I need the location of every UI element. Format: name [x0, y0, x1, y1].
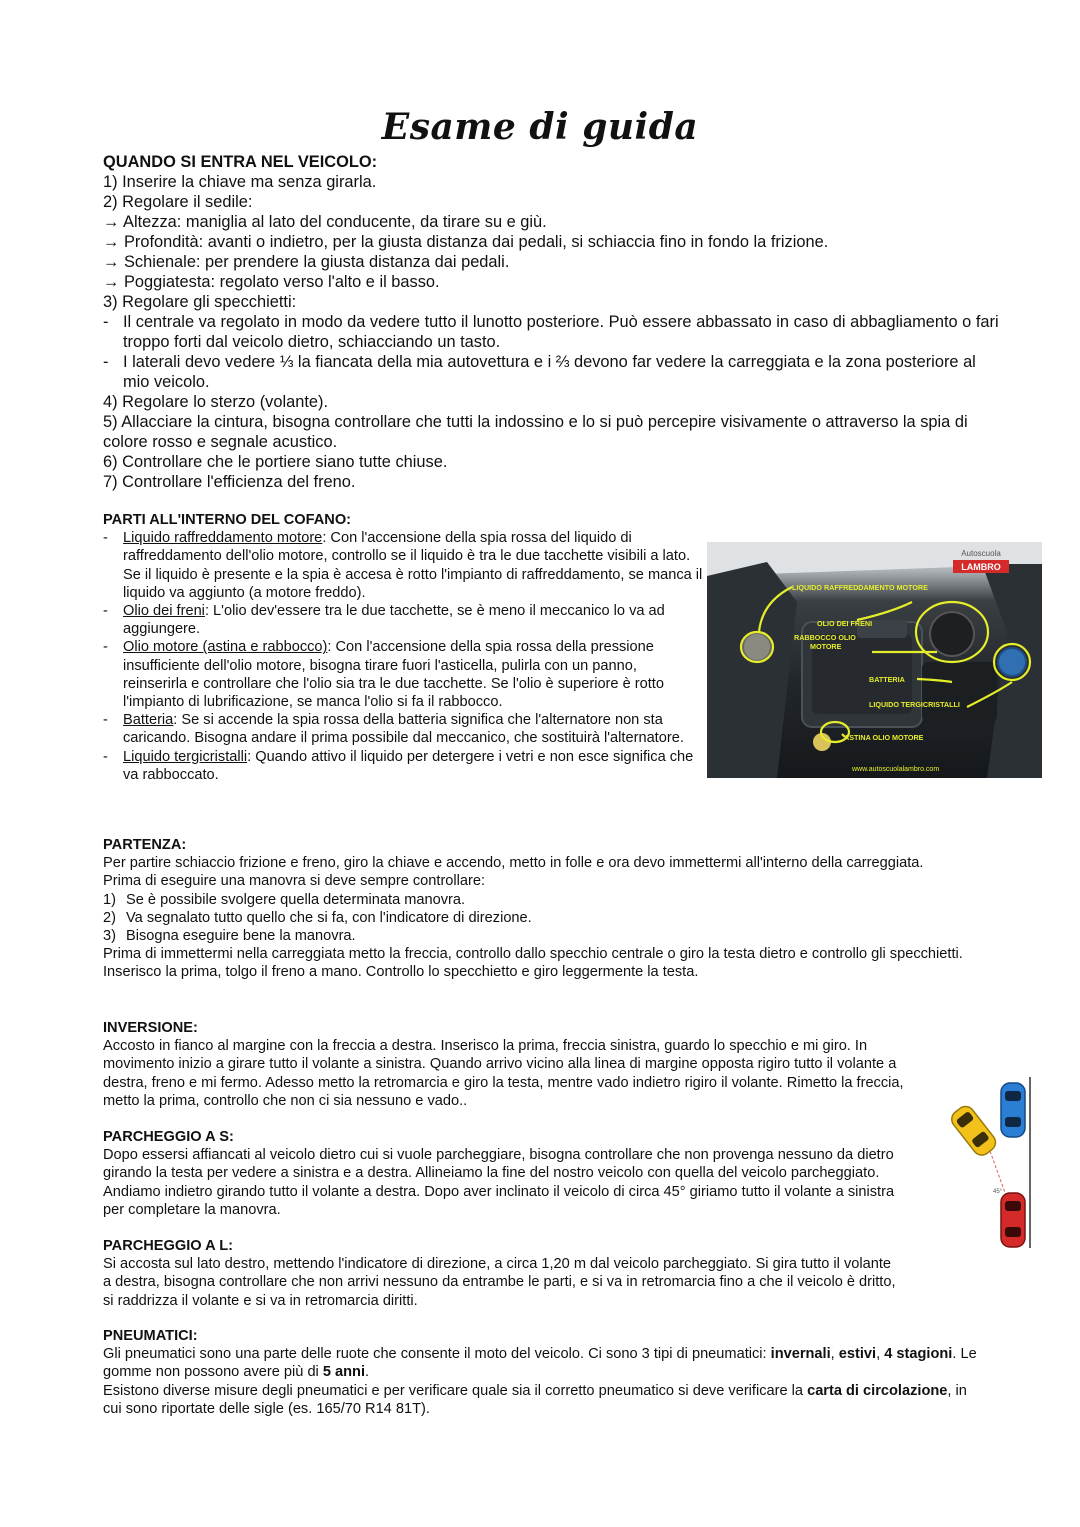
- term: Liquido tergicristalli: [123, 748, 248, 765]
- term: Olio dei freni: [123, 603, 205, 620]
- term-text: : Quando attivo il liquido per detergere i vetri e non esce significa che va rabboccato.: [123, 748, 694, 783]
- term-text: : L'olio dev'essere tra le due tacchette, se è meno il meccanico lo va ad aggiungere.: [123, 603, 665, 638]
- list-item: 2) Regolare il sedile:: [103, 193, 253, 211]
- list-item: → Poggiatesta: regolato verso l'alto e il basso.: [103, 273, 440, 291]
- paragraph: Accosto in fianco al margine con la freccia a destra. Inserisco la prima, freccia sinistra, guardo lo specchio e mi giro. In movimento inizio a girare tutto il volante a sinistra. Quando arrivo vicino alla linea di margine opposta rigiro tutto il volante a destra, freno e mi fermo. Adesso metto la retromarcia e giro la testa, mentre vado indietro rigiro il volante. Rimetto la freccia, metto la prima, controllo che non ci sia nessuno e vado..: [103, 1038, 904, 1109]
- engine-label-battery: BATTERIA: [869, 675, 905, 684]
- section-departure: [103, 836, 983, 982]
- numbered-item: [103, 891, 983, 909]
- engine-label-oil-refill-2: MOTORE: [810, 642, 842, 651]
- dash-item: [103, 638, 703, 711]
- section-heading: PARTI ALL'INTERNO DEL COFANO:: [103, 512, 352, 528]
- engine-label-coolant: LIQUIDO RAFFREDDAMENTO MOTORE: [792, 583, 928, 592]
- item-text: Bisogna eseguire bene la manovra.: [126, 928, 356, 945]
- section-inversion: [103, 1019, 923, 1110]
- engine-label-dipstick: ASTINA OLIO MOTORE: [844, 733, 924, 742]
- section-heading: PARTENZA:: [103, 837, 187, 853]
- bold-term: invernali: [770, 1346, 831, 1363]
- list-item: 1) Inserire la chiave ma senza girarla.: [103, 173, 377, 191]
- list-item: 6) Controllare che le portiere siano tutte chiuse.: [103, 453, 448, 471]
- list-item: → Altezza: maniglia al lato del conducente, da tirare su e giù.: [103, 213, 547, 231]
- item-number: 3): [103, 928, 116, 945]
- paragraph: Dopo essersi affiancati al veicolo dietro cui si vuole parcheggiare, bisogna controllare che non provenga nessuno da dietro girando la testa per vedere a sinistra e a destra. Allineiamo la fine del nostro veicolo con quella del veicolo parcheggiato. Andiamo indietro girando tutto il volante a destra. Dopo aver inclinato il veicolo di circa 45° giriamo tutto il volante a sinistra per completare la manovra.: [103, 1147, 895, 1218]
- engine-url: www.autoscuolalambro.com: [852, 766, 940, 773]
- engine-label-brake-oil: OLIO DEI FRENI: [817, 619, 873, 628]
- paragraph: Per partire schiaccio frizione e freno, giro la chiave e accendo, metto in folle e ora devo immettermi all'interno della carreggiata.: [103, 855, 924, 872]
- section-entering-vehicle: [103, 152, 1003, 492]
- term: Batteria: [123, 712, 174, 729]
- list-item: → Profondità: avanti o indietro, per la giusta distanza dai pedali, si schiaccia fino in fondo la frizione.: [103, 233, 829, 251]
- numbered-item: [103, 909, 983, 927]
- text-run: . Le gomme non possono avere più di: [103, 1346, 977, 1381]
- list-item: 7) Controllare l'efficienza del freno.: [103, 473, 356, 491]
- engine-label-washer: LIQUIDO TERGICRISTALLI: [869, 700, 960, 709]
- dash-item: - Il centrale va regolato in modo da vedere tutto il lunotto posteriore. Può essere abbassato in caso di abbagliamento o fari troppo forti dal veicolo dietro, schiacciando un tasto.: [103, 312, 1003, 352]
- brand-top: Autoscuola: [961, 549, 1001, 558]
- car-yellow: [948, 1103, 999, 1159]
- section-engine-parts: [103, 511, 703, 784]
- text-run: .: [365, 1364, 370, 1381]
- list-item: → Schienale: per prendere la giusta distanza dai pedali.: [103, 253, 510, 271]
- section-heading: PARCHEGGIO A S:: [103, 1129, 234, 1145]
- engine-label-oil-refill: RABBOCCO OLIO: [794, 633, 856, 642]
- bold-term: 5 anni: [322, 1364, 366, 1381]
- section-parking-s: [103, 1128, 903, 1219]
- text-run: Gli pneumatici sono una parte delle ruote che consente il moto del veicolo. Ci sono 3 tipi di pneumatici:: [103, 1346, 771, 1363]
- dash-item: - I laterali devo vedere ⅓ la fiancata della mia autovettura e i ⅔ devono far vedere la carreggiata e la zona posteriore al mio veicolo.: [103, 352, 1003, 392]
- engine-illustration: [707, 542, 1042, 778]
- parking-diagram: [925, 1075, 1065, 1250]
- dash-item: [103, 602, 703, 638]
- text-run: Esistono diverse misure degli pneumatici e per verificare quale sia il corretto pneumatico si deve verificare la: [103, 1382, 808, 1399]
- bold-term: carta di circolazione: [807, 1382, 948, 1399]
- paragraph: [103, 1345, 983, 1381]
- term-text: : Con l'accensione della spia rossa della pressione insufficiente dell'olio motore, bisogna tirare fuori l'asticella, pulirla con un panno, reinserirla e controllare che l'olio sia tra le due tacchette. Se l'olio è superiore è rotto l'impianto di lubrificazione, se manca l'olio si fa il rabbocco.: [123, 639, 664, 711]
- list-item: 5) Allacciare la cintura, bisogna controllare che tutti la indossino e lo si può percepire visivamente o attraverso la spia di colore rosso e segnale acustico.: [103, 413, 968, 451]
- paragraph: Prima di immettermi nella carreggiata metto la freccia, controllo dallo specchio centrale o giro la testa dietro e controllo gli specchietti. Inserisco la prima, tolgo il freno a mano. Controllo lo specchietto e giro leggermente la testa.: [103, 946, 963, 981]
- item-text: Va segnalato tutto quello che si fa, con l'indicatore di direzione.: [126, 909, 532, 926]
- engine-bay-image: [707, 542, 1042, 778]
- numbered-item: [103, 927, 983, 945]
- section-heading: INVERSIONE:: [103, 1020, 198, 1036]
- section-tyres: [103, 1327, 983, 1418]
- page-title: Esame di guida: [381, 106, 699, 148]
- bold-term: estivi: [838, 1346, 877, 1363]
- list-item: 3) Regolare gli specchietti:: [103, 293, 297, 311]
- paragraph: Prima di eseguire una manovra si deve sempre controllare:: [103, 873, 486, 890]
- car-blue: [1001, 1083, 1025, 1137]
- term-text: : Se si accende la spia rossa della batteria significa che l'alternatore non sta caricando. Bisogna andare il prima possibile dal meccanico, che sostituirà l'alternatore.: [123, 712, 684, 747]
- text-run: , in cui sono riportate delle sigle (es. 165/70 R14 81T).: [103, 1382, 967, 1417]
- section-heading: PARCHEGGIO A L:: [103, 1238, 233, 1254]
- section-parking-l: [103, 1237, 903, 1310]
- text-run: ,: [830, 1346, 839, 1363]
- bold-term: 4 stagioni: [884, 1346, 953, 1363]
- dash-item: [103, 748, 703, 784]
- angle-label: 45°: [993, 1189, 1003, 1195]
- dash-item: [103, 529, 703, 602]
- item-number: 2): [103, 909, 116, 926]
- section-heading: QUANDO SI ENTRA NEL VEICOLO:: [103, 153, 378, 171]
- item-text: Se è possibile svolgere quella determinata manovra.: [126, 891, 466, 908]
- term: Olio motore (astina e rabbocco): [123, 639, 328, 656]
- section-heading: PNEUMATICI:: [103, 1328, 198, 1344]
- term: Liquido raffreddamento motore: [123, 530, 323, 547]
- paragraph: [103, 1382, 983, 1418]
- paragraph: Si accosta sul lato destro, mettendo l'indicatore di direzione, a circa 1,20 m dal veicolo parcheggiato. Si gira tutto il volante a destra, bisogna controllare che non arrivi nessuno da entrambe le parti, e si va in retromarcia fino a che il veicolo è dritto, si raddrizza il volante e si va in retromarcia diritti.: [103, 1256, 896, 1309]
- item-number: 1): [103, 891, 116, 908]
- parking-illustration: [925, 1075, 1065, 1250]
- brand-text: LAMBRO: [961, 562, 1001, 572]
- list-item: 4) Regolare lo sterzo (volante).: [103, 393, 329, 411]
- text-run: ,: [876, 1346, 885, 1363]
- dash-item: [103, 711, 703, 747]
- term-text: : Con l'accensione della spia rossa del liquido di raffreddamento dell'olio motore, controllo se il liquido è tra le due tacchette visibili a lato. Se il liquido è presente e la spia è accesa è rotto l'impianto di raffreddamento, se manca il liquido va aggiunto (a motore freddo).: [123, 530, 703, 601]
- car-red: [1001, 1193, 1025, 1247]
